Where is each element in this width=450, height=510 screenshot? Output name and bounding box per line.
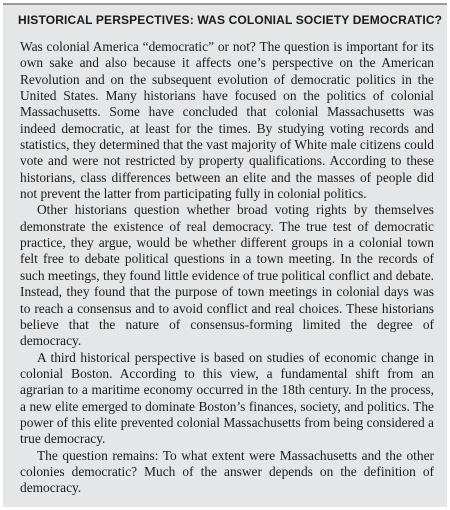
box-body	[20, 39, 434, 497]
paragraph-1: Was colonial America “democratic” or not? The question is important for its own sake and also because it affects one’s perspective on the American Revolution and on the subsequent evolution of democratic politics in the United States. Many historians have focused on the politics of colonial Massachusetts. Some have concluded that colonial Massachusetts was indeed democratic, at least for the times. By studying voting records and statistics, they determined that the vast majority of White male citizens could vote and were not restricted by property qualifications. According to these historians, class differences between an elite and the masses of people did not prevent the latter from participating fully in colonial politics.	[20, 39, 434, 202]
sidebar-box	[3, 3, 447, 507]
paragraph-2: Other historians question whether broad voting rights by themselves demonstrate the existence of real democracy. The true test of democratic practice, they argue, would be whether different groups in a colonial town felt free to debate political questions in a town meeting. In the records of such meetings, they found little evidence of true political conflict and debate. Instead, they found that the purpose of town meetings in colonial days was to reach a consensus and to avoid conflict and real choices. These historians believe that the nature of consensus-forming limited the degree of democracy.	[20, 202, 434, 349]
paragraph-3: A third historical perspective is based on studies of economic change in colonial Boston. According to this view, a fundamental shift from an agrarian to a maritime economy occurred in the 18th century. In the process, a new elite emerged to dominate Boston’s finances, society, and politics. The power of this elite prevented colonial Massachusetts from being considered a true democracy.	[20, 349, 434, 447]
paragraph-4: The question remains: To what extent were Massachusetts and the other colonies democratic? Much of the answer depends on the definition of democracy.	[20, 447, 434, 496]
box-heading: HISTORICAL PERSPECTIVES: WAS COLONIAL SOCIETY DEMOCRATIC?	[18, 13, 443, 27]
